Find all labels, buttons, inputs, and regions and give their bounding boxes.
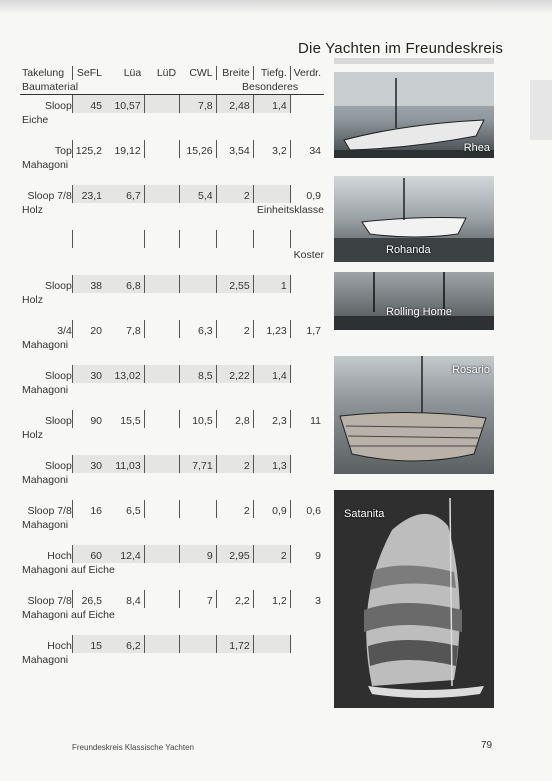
cell-lud xyxy=(144,320,179,338)
cell-baumaterial: Mahagoni auf Eiche xyxy=(22,564,115,576)
cell-takelung: Sloop 7/8 xyxy=(27,505,72,517)
cell-verdr: 34 xyxy=(290,140,324,158)
cell-verdr: 3 xyxy=(290,590,324,608)
cell-takelung: 3/4 xyxy=(57,325,72,337)
table-row xyxy=(20,545,324,563)
boat-image xyxy=(334,272,494,330)
cell-lua: 6,7 xyxy=(105,185,144,203)
cell-baumaterial: Mahagoni xyxy=(22,654,69,666)
cell-lua: 6,2 xyxy=(105,635,144,653)
cell-sefl: 26,5 xyxy=(72,590,105,608)
cell-takelung: Sloop xyxy=(44,415,72,427)
photo-satanita xyxy=(334,490,494,708)
table-row xyxy=(20,500,324,518)
page-number: 79 xyxy=(481,740,493,751)
cell-takelung: Sloop xyxy=(44,280,72,292)
cell-breite: 2 xyxy=(216,500,253,518)
header-baumaterial: Baumaterial xyxy=(20,80,105,95)
cell-verdr xyxy=(290,455,324,473)
cell-lua: 6,8 xyxy=(105,275,144,293)
cell-tiefg: 1,4 xyxy=(253,365,290,383)
photo-caption-rosario: Rosario xyxy=(452,364,490,376)
cell-cwl xyxy=(179,275,216,293)
header-verdr: Verdr. xyxy=(290,66,324,80)
page-title: Die Yachten im Freundeskreis xyxy=(298,40,504,57)
cell-sefl: 30 xyxy=(72,455,105,473)
title-underline-bar xyxy=(334,58,494,64)
cell-sefl: 20 xyxy=(72,320,105,338)
cell-besonderes xyxy=(216,518,324,532)
cell-besonderes xyxy=(216,608,324,622)
row-gap xyxy=(20,622,324,635)
photo-rosario xyxy=(334,356,494,474)
table-row-secondary xyxy=(20,293,324,307)
cell-takelung: Hoch xyxy=(47,550,72,562)
cell-lua: 11,03 xyxy=(105,455,144,473)
table-row-secondary xyxy=(20,473,324,487)
cell-lua xyxy=(105,230,144,248)
cell-cwl: 8,5 xyxy=(179,365,216,383)
cell-breite: 2,22 xyxy=(216,365,253,383)
cell-takelung: Sloop xyxy=(44,100,72,112)
table-row xyxy=(20,410,324,428)
cell-cwl: 9 xyxy=(179,545,216,563)
row-gap xyxy=(20,577,324,590)
header-tiefg: Tiefg. xyxy=(253,66,290,80)
cell-sefl: 60 xyxy=(72,545,105,563)
cell-lud xyxy=(144,410,179,428)
header-breite: Breite xyxy=(216,66,253,80)
cell-lud xyxy=(144,185,179,203)
table-row xyxy=(20,275,324,293)
cell-breite: 2,55 xyxy=(216,275,253,293)
cell-verdr: 0,6 xyxy=(290,500,324,518)
table-row-secondary xyxy=(20,158,324,172)
cell-takelung: Top xyxy=(54,145,72,157)
cell-cwl: 6,3 xyxy=(179,320,216,338)
table-row-secondary xyxy=(20,338,324,352)
table-row-secondary xyxy=(20,113,324,127)
table-row-secondary xyxy=(20,428,324,442)
row-gap xyxy=(20,172,324,185)
cell-besonderes: Einheitsklasse xyxy=(256,204,324,216)
cell-verdr: 11 xyxy=(290,410,324,428)
table-row xyxy=(20,455,324,473)
cell-sefl: 23,1 xyxy=(72,185,105,203)
photo-caption-rohanda: Rohanda xyxy=(386,244,431,256)
cell-baumaterial: Mahagoni xyxy=(22,474,69,486)
cell-takelung: Sloop xyxy=(44,370,72,382)
table-row-secondary xyxy=(20,563,324,577)
table-row xyxy=(20,320,324,338)
cell-cwl xyxy=(179,635,216,653)
cell-breite: 1,72 xyxy=(216,635,253,653)
table-row-secondary xyxy=(20,518,324,532)
table-row xyxy=(20,365,324,383)
row-gap xyxy=(20,217,324,230)
table-row-secondary xyxy=(20,203,324,217)
scan-shadow xyxy=(0,0,552,14)
cell-lud xyxy=(144,455,179,473)
cell-baumaterial: Holz xyxy=(22,204,44,216)
cell-tiefg xyxy=(253,185,290,203)
table-row xyxy=(20,590,324,608)
cell-verdr xyxy=(290,275,324,293)
cell-lua: 12,4 xyxy=(105,545,144,563)
header-lud: LüD xyxy=(156,67,177,79)
cell-cwl: 10,5 xyxy=(179,410,216,428)
cell-lua: 6,5 xyxy=(126,505,141,517)
row-gap xyxy=(20,307,324,320)
cell-verdr xyxy=(290,95,324,114)
cell-sefl: 45 xyxy=(72,95,105,114)
cell-lua: 7,8 xyxy=(126,325,141,337)
table-row xyxy=(20,95,324,114)
table-row-secondary xyxy=(20,653,324,667)
header-lua: Lüa xyxy=(123,67,142,79)
cell-tiefg: 2,3 xyxy=(253,410,290,428)
cell-lud xyxy=(144,500,179,518)
cell-breite: 2 xyxy=(216,185,253,203)
cell-cwl xyxy=(179,500,216,518)
cell-breite: 2,95 xyxy=(216,545,253,563)
cell-breite: 2,2 xyxy=(216,590,253,608)
cell-sefl: 15 xyxy=(72,635,105,653)
cell-breite xyxy=(216,230,253,248)
cell-lua: 8,4 xyxy=(126,595,141,607)
row-gap xyxy=(20,127,324,140)
cell-sefl: 90 xyxy=(72,410,105,428)
cell-takelung: Sloop 7/8 xyxy=(27,190,72,202)
photo-rolling-home xyxy=(334,272,494,330)
cell-baumaterial: Mahagoni xyxy=(22,519,69,531)
cell-lua: 19,12 xyxy=(114,145,141,157)
table-header-row xyxy=(20,66,324,80)
cell-lud xyxy=(144,545,179,563)
footer-publication: Freundeskreis Klassische Yachten xyxy=(72,743,194,752)
boat-image xyxy=(334,490,494,708)
photo-caption-satanita: Satanita xyxy=(344,508,385,520)
cell-lud xyxy=(144,365,179,383)
cell-cwl: 7,8 xyxy=(179,95,216,114)
cell-sefl: 16 xyxy=(72,500,105,518)
cell-tiefg: 1,23 xyxy=(253,320,290,338)
cell-cwl: 5,4 xyxy=(179,185,216,203)
row-gap xyxy=(20,262,324,275)
cell-sefl: 38 xyxy=(72,275,105,293)
cell-besonderes xyxy=(216,383,324,397)
cell-takelung xyxy=(20,230,72,248)
photo-rohanda xyxy=(334,176,494,262)
cell-besonderes xyxy=(216,113,324,127)
header-takelung: Takelung xyxy=(22,67,65,79)
photo-rhea xyxy=(334,72,494,158)
cell-besonderes xyxy=(216,158,324,172)
cell-besonderes xyxy=(216,473,324,487)
cell-verdr xyxy=(290,230,324,248)
cell-besonderes xyxy=(216,428,324,442)
header-cwl: CWL xyxy=(189,67,213,79)
row-gap xyxy=(20,352,324,365)
cell-tiefg: 2 xyxy=(253,545,290,563)
cell-takelung: Hoch xyxy=(47,640,72,652)
cell-besonderes xyxy=(216,563,324,577)
cell-baumaterial: Holz xyxy=(22,429,44,441)
table-row xyxy=(20,140,324,158)
cell-baumaterial: Eiche xyxy=(22,114,49,126)
cell-verdr: 1,7 xyxy=(290,320,324,338)
cell-takelung: Sloop xyxy=(44,460,72,472)
cell-lud xyxy=(144,275,179,293)
table-row xyxy=(20,185,324,203)
cell-lua: 15,5 xyxy=(120,415,141,427)
cell-baumaterial: Mahagoni auf Eiche xyxy=(22,609,115,621)
row-gap xyxy=(20,532,324,545)
cell-tiefg: 3,2 xyxy=(253,140,290,158)
cell-verdr xyxy=(290,365,324,383)
table-row-secondary xyxy=(20,248,324,262)
cell-breite: 2,8 xyxy=(216,410,253,428)
cell-lud xyxy=(144,95,179,114)
cell-breite: 2 xyxy=(216,455,253,473)
cell-baumaterial xyxy=(20,248,179,262)
cell-tiefg: 1,2 xyxy=(253,590,290,608)
cell-besonderes xyxy=(216,338,324,352)
cell-cwl: 15,26 xyxy=(179,140,216,158)
cell-tiefg: 1 xyxy=(253,275,290,293)
table-row xyxy=(20,230,324,248)
cell-lud xyxy=(144,230,179,248)
cell-verdr: 0,9 xyxy=(290,185,324,203)
cell-tiefg: 1,3 xyxy=(253,455,290,473)
cell-besonderes: Koster xyxy=(293,249,324,261)
cell-cwl: 7 xyxy=(179,590,216,608)
cell-sefl xyxy=(72,230,105,248)
cell-lud xyxy=(144,140,179,158)
cell-takelung: Sloop 7/8 xyxy=(27,595,72,607)
cell-baumaterial: Mahagoni xyxy=(22,384,69,396)
table-row-secondary xyxy=(20,608,324,622)
cell-lua: 13,02 xyxy=(105,365,144,383)
row-gap xyxy=(20,442,324,455)
cell-verdr: 9 xyxy=(290,545,324,563)
cell-lud xyxy=(144,590,179,608)
page-edge-tab xyxy=(530,80,552,140)
cell-baumaterial: Mahagoni xyxy=(22,159,69,171)
table-subheader-row xyxy=(20,80,324,95)
table-row-secondary xyxy=(20,383,324,397)
cell-sefl: 125,2 xyxy=(72,140,105,158)
cell-baumaterial: Mahagoni xyxy=(22,339,69,351)
row-gap xyxy=(20,397,324,410)
cell-breite: 2 xyxy=(216,320,253,338)
cell-tiefg xyxy=(253,230,290,248)
header-sefl: SeFL xyxy=(72,66,105,80)
cell-breite: 2,48 xyxy=(216,95,253,114)
photo-caption-rhea: Rhea xyxy=(463,142,490,154)
cell-besonderes xyxy=(216,653,324,667)
cell-baumaterial: Holz xyxy=(22,294,44,306)
header-besonderes: Besonderes xyxy=(216,80,324,95)
cell-tiefg xyxy=(253,635,290,653)
cell-tiefg: 0,9 xyxy=(253,500,290,518)
table-row xyxy=(20,635,324,653)
cell-sefl: 30 xyxy=(72,365,105,383)
cell-verdr xyxy=(290,635,324,653)
cell-lud xyxy=(144,635,179,653)
cell-cwl xyxy=(179,230,216,248)
cell-cwl: 7,71 xyxy=(179,455,216,473)
yacht-table xyxy=(20,66,324,667)
row-gap xyxy=(20,487,324,500)
photo-caption-rolling-home: Rolling Home xyxy=(386,306,453,318)
cell-breite: 3,54 xyxy=(216,140,253,158)
cell-tiefg: 1,4 xyxy=(253,95,290,114)
cell-besonderes xyxy=(216,293,324,307)
cell-lua: 10,57 xyxy=(105,95,144,114)
